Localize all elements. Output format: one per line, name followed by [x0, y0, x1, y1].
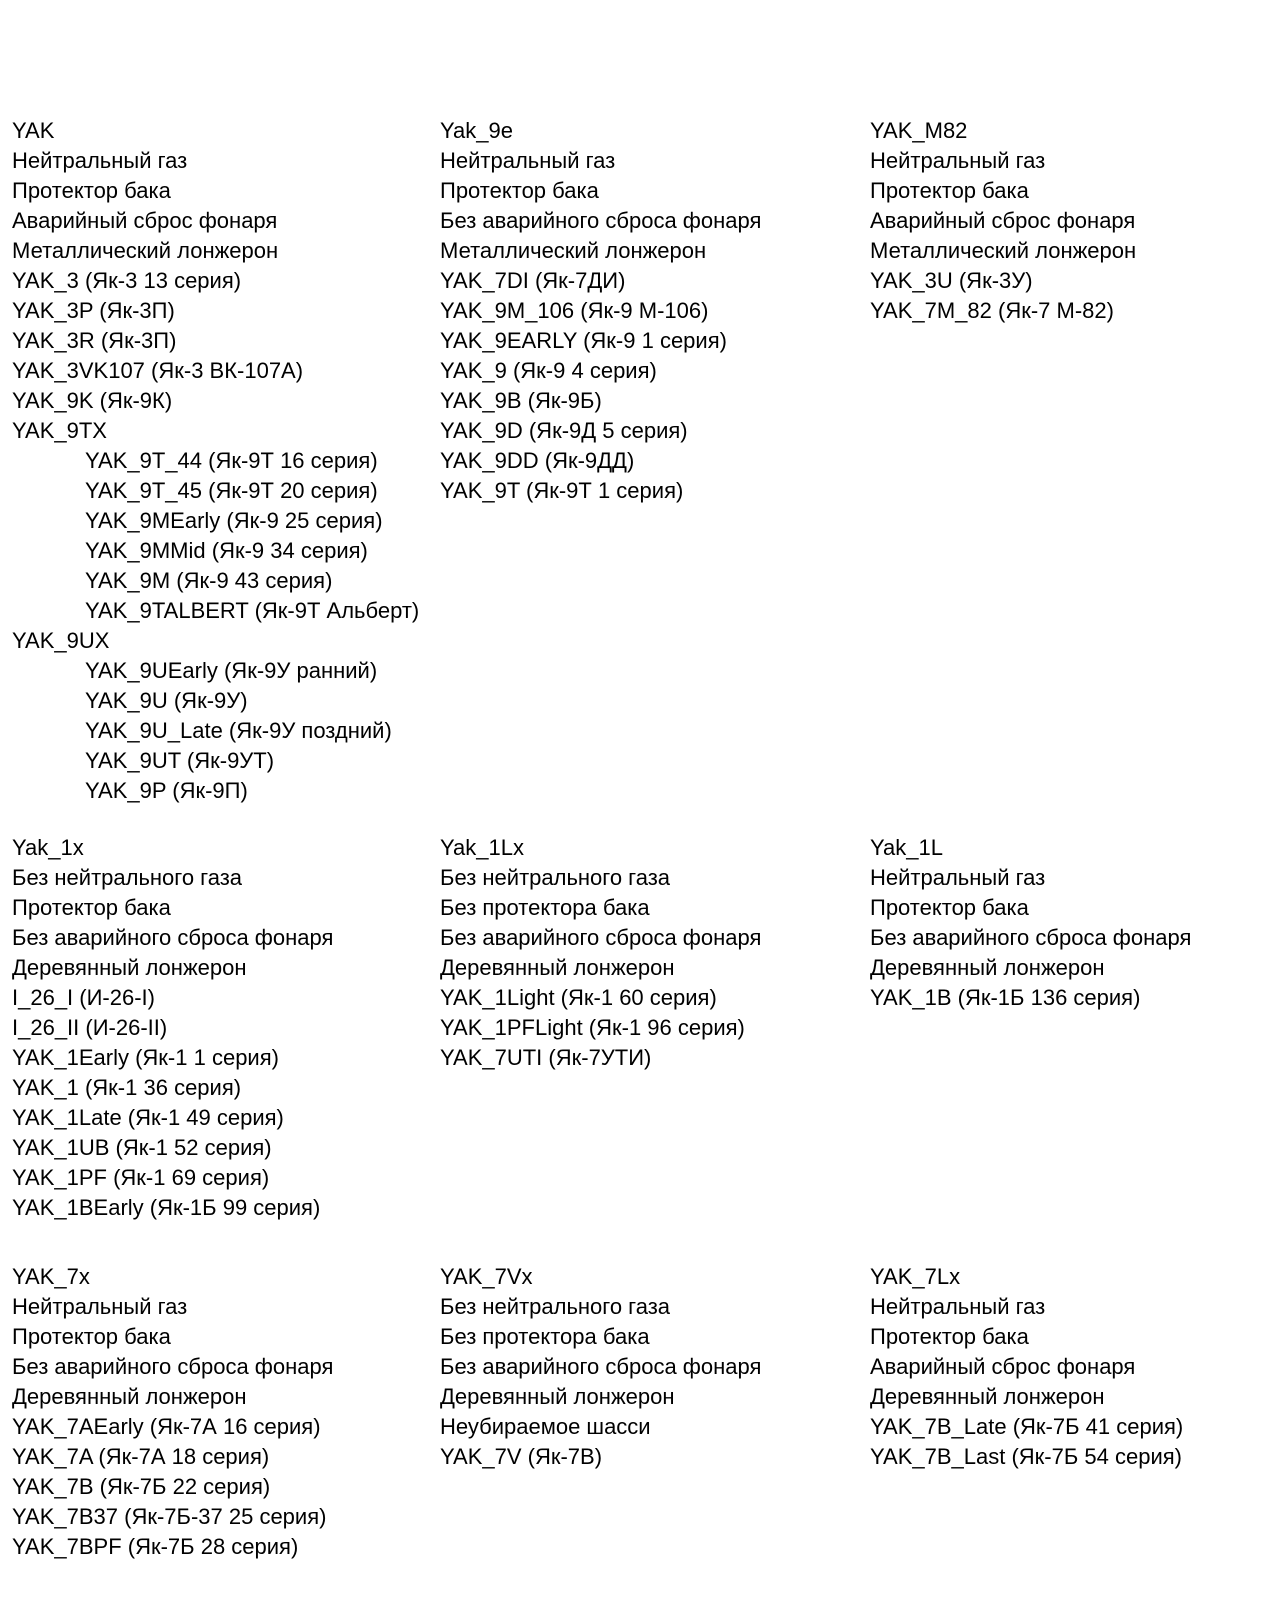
aircraft-item: YAK_9B (Як-9Б) — [440, 388, 602, 413]
property-line: Нейтральный газ — [870, 148, 1046, 173]
aircraft-item: YAK_3R (Як-3П) — [12, 328, 177, 353]
aircraft-item: YAK_9TX — [12, 418, 107, 443]
aircraft-item: YAK_7B_Late (Як-7Б 41 серия) — [870, 1414, 1184, 1439]
aircraft-item: YAK_7AEarly (Як-7А 16 серия) — [12, 1414, 321, 1439]
property-line: Деревянный лонжерон — [870, 1384, 1105, 1409]
property-line: Аварийный сброс фонаря — [12, 208, 278, 233]
aircraft-item: YAK_7M_82 (Як-7 М-82) — [870, 298, 1114, 323]
group-title: YAK_7x — [12, 1264, 90, 1289]
property-line: Протектор бака — [12, 895, 171, 920]
property-line: Неубираемое шасси — [440, 1414, 651, 1439]
aircraft-item: YAK_9UX — [12, 628, 110, 653]
aircraft-item: YAK_7BPF (Як-7Б 28 серия) — [12, 1534, 299, 1559]
property-line: Нейтральный газ — [870, 1294, 1046, 1319]
aircraft-item: YAK_3P (Як-3П) — [12, 298, 175, 323]
group-title: YAK — [12, 118, 55, 143]
aircraft-item: YAK_3 (Як-3 13 серия) — [12, 268, 242, 293]
group-yak-7lx — [870, 1262, 1183, 1472]
aircraft-item: YAK_1Early (Як-1 1 серия) — [12, 1045, 279, 1070]
property-line: Протектор бака — [12, 178, 171, 203]
aircraft-item: YAK_9D (Як-9Д 5 серия) — [440, 418, 688, 443]
aircraft-subitem: YAK_9P (Як-9П) — [85, 778, 248, 803]
aircraft-item: YAK_7B_Last (Як-7Б 54 серия) — [870, 1444, 1182, 1469]
property-line: Нейтральный газ — [870, 865, 1046, 890]
property-line: Без нейтрального газа — [440, 865, 671, 890]
aircraft-item: YAK_7B (Як-7Б 22 серия) — [12, 1474, 271, 1499]
aircraft-item: YAK_9 (Як-9 4 серия) — [440, 358, 657, 383]
group-yak-9e — [440, 116, 761, 506]
property-line: Протектор бака — [870, 178, 1029, 203]
group-yak-1lx — [440, 833, 761, 1073]
property-line: Без аварийного сброса фонаря — [870, 925, 1192, 950]
property-line: Без протектора бака — [440, 895, 650, 920]
property-line: Без аварийного сброса фонаря — [440, 208, 762, 233]
property-line: Без нейтрального газа — [12, 865, 243, 890]
property-line: Нейтральный газ — [12, 148, 188, 173]
aircraft-item: YAK_1Late (Як-1 49 серия) — [12, 1105, 284, 1130]
property-line: Без аварийного сброса фонаря — [440, 925, 762, 950]
property-line: Аварийный сброс фонаря — [870, 1354, 1136, 1379]
property-line: Протектор бака — [440, 178, 599, 203]
property-line: Нейтральный газ — [440, 148, 616, 173]
property-line: Без аварийного сброса фонаря — [12, 925, 334, 950]
aircraft-subitem: YAK_9M (Як-9 43 серия) — [85, 568, 333, 593]
aircraft-item: YAK_3U (Як-3У) — [870, 268, 1033, 293]
group-yak-1x — [12, 833, 333, 1223]
aircraft-subitem: YAK_9T_45 (Як-9Т 20 серия) — [85, 478, 378, 503]
property-line: Деревянный лонжерон — [440, 1384, 675, 1409]
property-line: Аварийный сброс фонаря — [870, 208, 1136, 233]
aircraft-subitem: YAK_9MEarly (Як-9 25 серия) — [85, 508, 383, 533]
aircraft-item: YAK_9K (Як-9К) — [12, 388, 173, 413]
property-line: Без протектора бака — [440, 1324, 650, 1349]
group-title: Yak_9e — [440, 118, 513, 143]
group-yak-7x — [12, 1262, 333, 1562]
aircraft-subitem: YAK_9UEarly (Як-9У ранний) — [85, 658, 378, 683]
aircraft-item: I_26_I (И-26-I) — [12, 985, 155, 1010]
property-line: Металлический лонжерон — [440, 238, 707, 263]
group-yak-1l — [870, 833, 1191, 1013]
aircraft-item: YAK_9DD (Як-9ДД) — [440, 448, 635, 473]
aircraft-item: YAK_1PFLight (Як-1 96 серия) — [440, 1015, 745, 1040]
group-title: YAK_7Lx — [870, 1264, 961, 1289]
property-line: Без нейтрального газа — [440, 1294, 671, 1319]
property-line: Деревянный лонжерон — [12, 1384, 247, 1409]
property-line: Металлический лонжерон — [870, 238, 1137, 263]
group-yak-7vx — [440, 1262, 761, 1472]
aircraft-item: I_26_II (И-26-II) — [12, 1015, 168, 1040]
aircraft-item: YAK_1B (Як-1Б 136 серия) — [870, 985, 1141, 1010]
aircraft-item: YAK_1UB (Як-1 52 серия) — [12, 1135, 272, 1160]
aircraft-subitem: YAK_9MMid (Як-9 34 серия) — [85, 538, 368, 563]
aircraft-item: YAK_1PF (Як-1 69 серия) — [12, 1165, 270, 1190]
group-yak — [12, 116, 419, 806]
property-line: Деревянный лонжерон — [870, 955, 1105, 980]
aircraft-item: YAK_9T (Як-9Т 1 серия) — [440, 478, 684, 503]
aircraft-item: YAK_7V (Як-7В) — [440, 1444, 603, 1469]
aircraft-item: YAK_7B37 (Як-7Б-37 25 серия) — [12, 1504, 327, 1529]
aircraft-item: YAK_7UTI (Як-7УТИ) — [440, 1045, 652, 1070]
group-title: Yak_1L — [870, 835, 943, 860]
aircraft-subitem: YAK_9T_44 (Як-9Т 16 серия) — [85, 448, 378, 473]
group-title: Yak_1x — [12, 835, 84, 860]
property-line: Деревянный лонжерон — [440, 955, 675, 980]
property-line: Протектор бака — [870, 895, 1029, 920]
aircraft-item: YAK_1BEarly (Як-1Б 99 серия) — [12, 1195, 321, 1220]
group-title: YAK_7Vx — [440, 1264, 533, 1289]
group-yak-m82 — [870, 116, 1136, 326]
property-line: Деревянный лонжерон — [12, 955, 247, 980]
aircraft-subitem: YAK_9TALBERT (Як-9Т Альберт) — [85, 598, 420, 623]
property-line: Протектор бака — [870, 1324, 1029, 1349]
property-line: Металлический лонжерон — [12, 238, 279, 263]
property-line: Протектор бака — [12, 1324, 171, 1349]
aircraft-item: YAK_1 (Як-1 36 серия) — [12, 1075, 242, 1100]
aircraft-item: YAK_7A (Як-7А 18 серия) — [12, 1444, 270, 1469]
aircraft-subitem: YAK_9U (Як-9У) — [85, 688, 248, 713]
aircraft-item: YAK_7DI (Як-7ДИ) — [440, 268, 626, 293]
aircraft-item: YAK_3VK107 (Як-3 ВК-107А) — [12, 358, 304, 383]
aircraft-item: YAK_9M_106 (Як-9 М-106) — [440, 298, 709, 323]
aircraft-subitem: YAK_9UT (Як-9УТ) — [85, 748, 275, 773]
aircraft-item: YAK_9EARLY (Як-9 1 серия) — [440, 328, 727, 353]
aircraft-item: YAK_1Light (Як-1 60 серия) — [440, 985, 717, 1010]
property-line: Нейтральный газ — [12, 1294, 188, 1319]
aircraft-subitem: YAK_9U_Late (Як-9У поздний) — [85, 718, 392, 743]
group-title: YAK_M82 — [870, 118, 968, 143]
property-line: Без аварийного сброса фонаря — [440, 1354, 762, 1379]
property-line: Без аварийного сброса фонаря — [12, 1354, 334, 1379]
group-title: Yak_1Lx — [440, 835, 524, 860]
